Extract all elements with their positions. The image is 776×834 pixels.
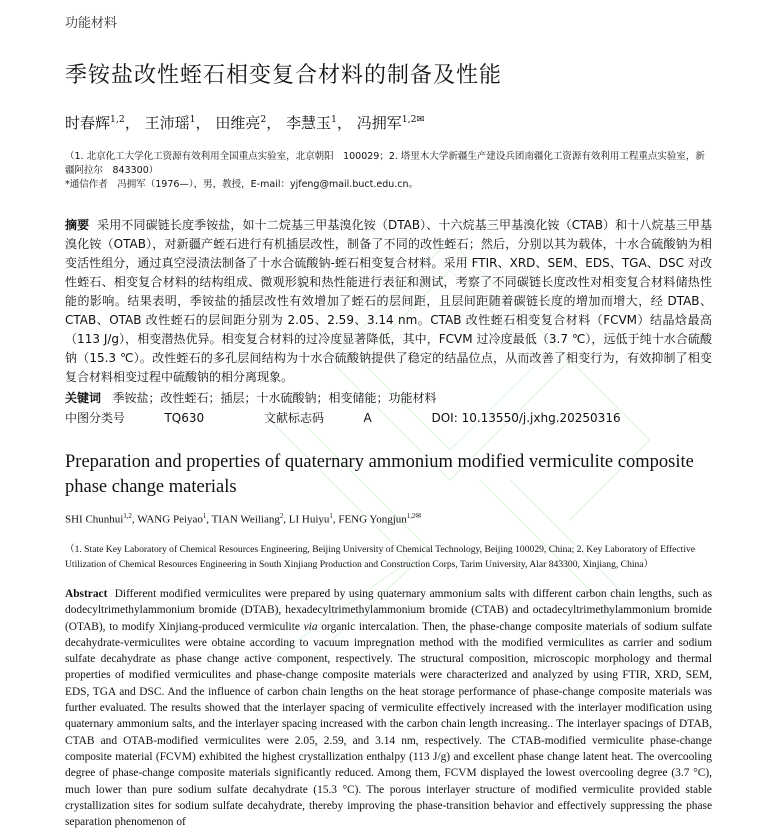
abstract-label: 摘要 [65,218,90,232]
author: 李慧玉 [286,114,332,132]
author: 时春辉 [65,114,111,132]
abstract-label: Abstract [65,588,108,600]
author: 田维亮 [215,114,261,132]
english-abstract: Abstract Different modified vermiculites were prepared by using quaternary ammonium salts with different carbon chain lengths, such as dodecyltrimethylammonium bromide (DTAB), hexadecyltrimethylammonium bromide (CTAB) and octadecyltrimethylammonium bromide (OTAB), to modify Xinjiang-produced vermiculite via organic intercalation. Then, the phase-change composite materials of sodium sulfate decahydrate-vermiculites were obtaine according to vacuum impregnation method with the modified vermiculites as carrier and sodium sulfate decahydrate as phase change active component, respectively. The structural composition, microscopic morphology and thermal properties of modified vermiculites and phase-change composite materials were characterized and analyzed by using FTIR, XRD, SEM, EDS, TGA and DSC. And the influence of carbon chain lengths on the heat storage performance of phase-change composite materials was further evaluated. The results showed that the interlayer spacing of vermiculite effectively increased with the interlayer modification using quaternary ammonium salts, and the interlayer spacing increased with the carbon chain length increasing.. The interlayer spacings of DTAB, CTAB and OTAB-modified vermiculites were 2.05, 2.59, and 3.14 nm, respectively. The CTAB-modified vermiculite phase-change composite material (FCVM) exhibited the highest crystallization enthalpy (113 J/g) and excellent phase change latent heat. The overcooling degree of phase-change composite materials significantly reduced. Among them, FCVM displayed the lowest overcooling degree (3.7 °C), much lower than pure sodium sulfate decahydrate (15.3 °C). The porous interlayer structure of modified vermiculite provided stable crystallization sites for sodium sulfate decahydrate, thereby improving the phase-transition behavior and effectively suppressing the phase separation phenomenon of [65,588,713,829]
chinese-abstract: 摘要 采用不同碳链长度季铵盐，如十二烷基三甲基溴化铵（DTAB）、十六烷基三甲基溴化铵（CTAB）和十八烷基三甲基溴化铵（OTAB），对新疆产蛭石进行有机插层改性，制备了不同的改性蛭石；然后，分别以其为载体，十水合硫酸钠为相变活性组分，通过真空浸渍法制备了十水合硫酸钠-蛭石相变复合材料。采用 FTIR、XRD、SEM、EDS、TGA、DSC 对改性蛭石、相变复合材料的结构组成、微观形貌和热性能进行表征和测试，考察了不同碳链长度改性对相变复合材料储热性能的影响。结果表明，季铵盐的插层改性有效增加了蛭石的层间距，且层间距随着碳链长度的增加而增大，经 DTAB、CTAB、OTAB 改性蛭石的层间距分别为 2.05、2.59、3.14 nm。CTAB 改性蛭石相变复合材料（FCVM）结晶焓最高（113 J/g），相变潜热优异。相变复合材料的过冷度显著降低，其中，FCVM 过冷度最低（3.7 ℃），远低于纯十水合硫酸钠（15.3 ℃）。改性蛭石的多孔层间结构为十水合硫酸钠提供了稳定的结晶位点，从而改善了相变行为，有效抑制了相变复合材料相变过程中硫酸钠的相分离现象。 [65,218,712,384]
chinese-title: 季铵盐改性蛭石相变复合材料的制备及性能 [65,63,503,88]
author: 冯拥军 [356,114,402,132]
journal-name: 功能材料 [65,16,118,31]
english-authors: SHI Chunhui$^{1,2}$, WANG Peiyao$^1$, TIAN Weiliang$^2$, LI Huiyu$^1$, FENG Yongjun$^{1,2✉}$ [65,513,422,526]
chinese-authors: 时春辉$^{1,2}$， 王沛瑶$^1$， 田维亮$^2$， 李慧玉$^1$， 冯拥军$^{1,2✉}$ [65,114,425,132]
doi[interactable]: DOI: 10.13550/j.jxhg.20250316 [431,411,621,425]
chinese-affiliation: （1. 北京化工大学化工资源有效利用全国重点实验室，北京朝阳 100029；2. 塔里木大学新疆生产建设兵团南疆化工资源有效利用工程重点实验室，新疆阿拉尔 843300） *通信作者 冯拥军（1976—），男，教授，E-mail：yjfeng@mail.buct.edu.cn。 [65,150,712,192]
english-affiliation: （1. State Key Laboratory of Chemical Resources Engineering, Beijing University of Chemical Technology, Beijing 100029, China; 2. Key Laboratory of Effective Utilization of Chemical Resources Engineering in South Xinjiang Production and Construction Corps, Tarim University, Alar 843300, Xinjiang, China） [65,544,696,570]
author: 王沛瑶 [144,114,190,132]
english-title: Preparation and properties of quaternary ammonium modified vermiculite composite phase change materials [65,452,694,497]
correspondence[interactable]: *通信作者 冯拥军（1976—），男，教授，E-mail：yjfeng@mail.buct.edu.cn。 [65,179,419,190]
chinese-keywords: 关键词 季铵盐；改性蛭石；插层；十水硫酸钠；相变储能；功能材料 [65,391,437,405]
classification-line: 中图分类号 TQ630 文献标志码 A DOI: 10.13550/j.jxhg.20250316 [65,411,621,425]
